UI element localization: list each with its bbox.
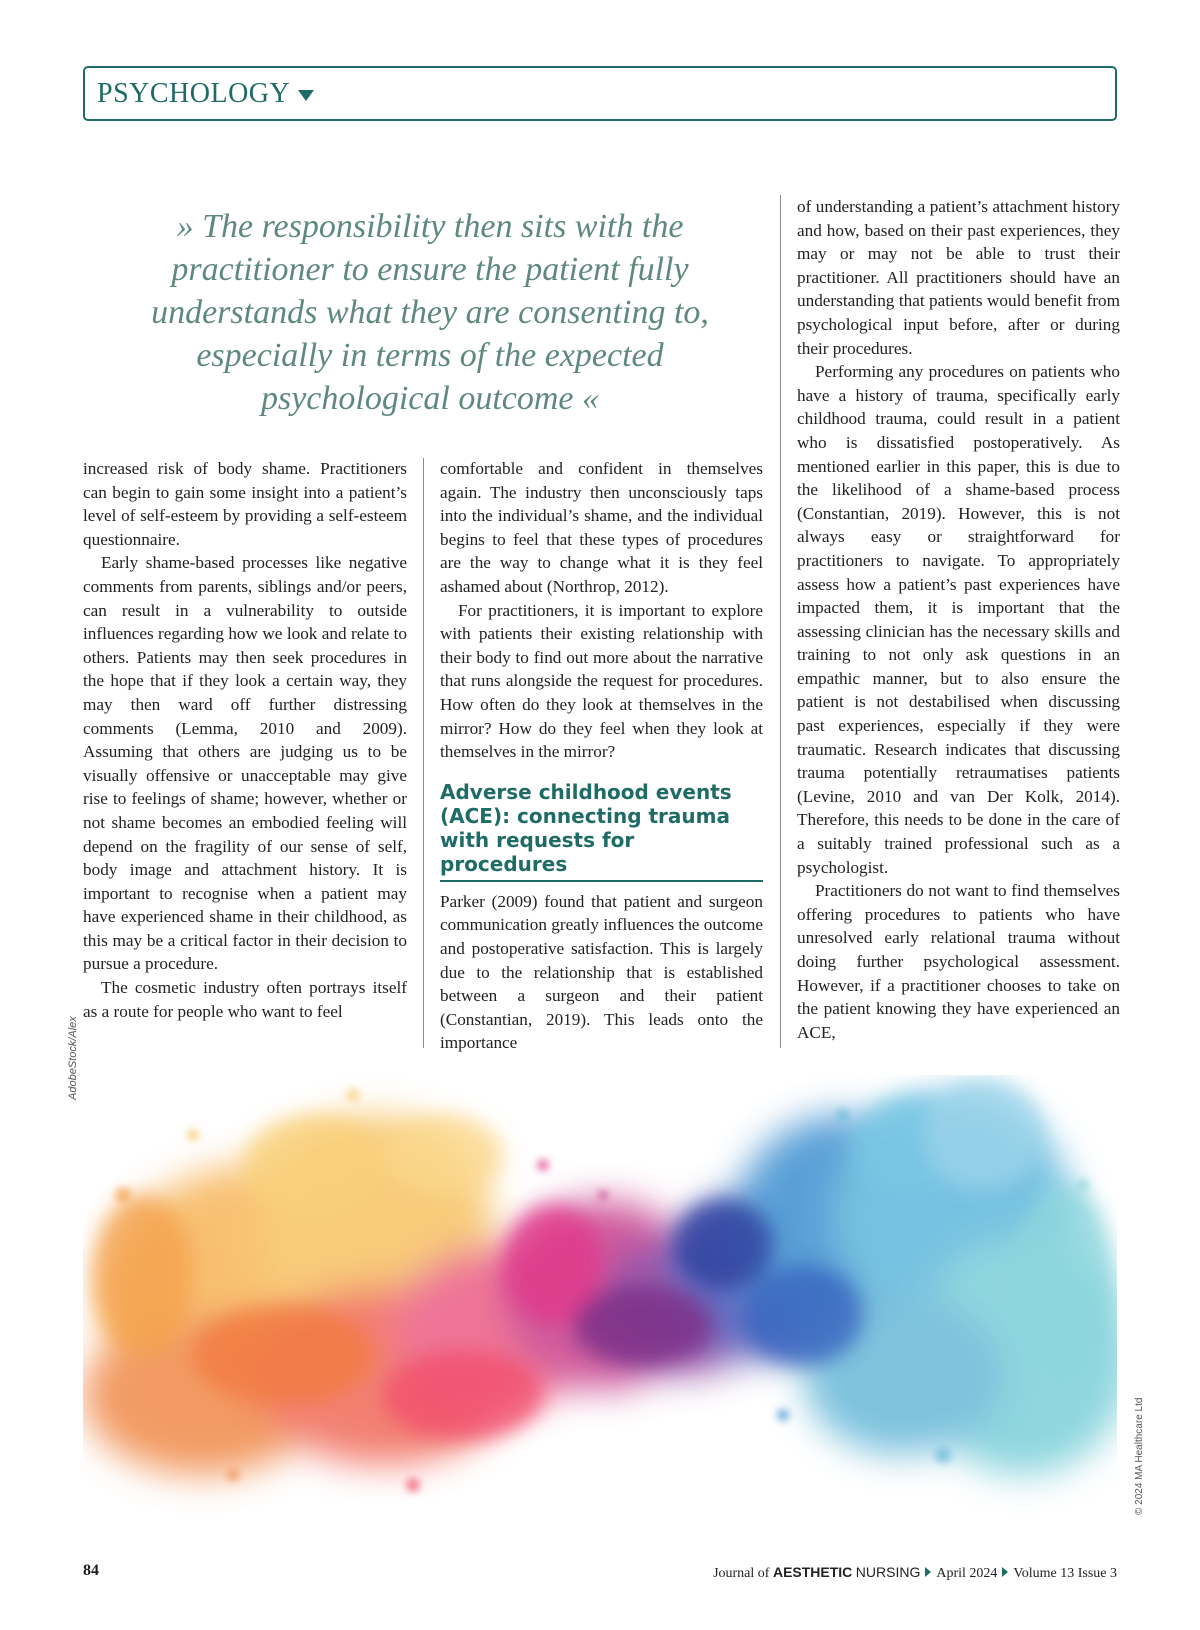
pull-quote xyxy=(120,205,740,420)
column-rule-right xyxy=(780,195,781,1048)
watercolor-splash-image xyxy=(83,1075,1117,1520)
page-number: 84 xyxy=(83,1562,99,1579)
issue-date: April 2024 xyxy=(936,1566,998,1581)
quote-close-mark: « xyxy=(582,380,600,417)
body-column-3 xyxy=(797,195,1120,1044)
column-rule-left xyxy=(423,458,424,1048)
paragraph: increased risk of body shame. Practitioners can begin to gain some insight into a patient’s level of self-esteem by providing a self-esteem questionnaire. xyxy=(83,459,407,549)
triangle-right-icon xyxy=(1002,1567,1008,1577)
paragraph: The cosmetic industry often portrays itself as a route for people who want to feel xyxy=(83,978,407,1021)
triangle-right-icon xyxy=(925,1567,931,1577)
section-label: PSYCHOLOGY xyxy=(97,77,291,109)
paragraph: of understanding a patient’s attachment history and how, based on their past experiences, they may or may not be able to trust their practitioner. All practitioners should have an understanding that patients would benefit from psychological input before, after or during their procedures. xyxy=(797,197,1120,358)
volume-issue: Volume 13 Issue 3 xyxy=(1013,1566,1117,1581)
quote-open-mark: » xyxy=(176,208,194,245)
paragraph: Early shame-based processes like negative comments from parents, siblings and/or peers, can result in a vulnerability to outside influences regarding how we look and relate to others. Patients may then seek procedures in the hope that if they look a certain way, they may then ward off further distressing comments (Lemma, 2010 and 2009). Assuming that others are judging us to be visually offensive or unacceptable may give rise to feelings of shame; however, whether or not shame becomes an embodied feeling will depend on the fragility of our sense of self, body image and attachment history. It is important to recognise when a patient may have experienced shame in their childhood, as this may be a critical factor in their decision to pursue a procedure. xyxy=(83,553,407,974)
section-header xyxy=(83,66,1117,121)
paragraph: Practitioners do not want to find themselves offering procedures to patients who have unresolved early relational trauma without doing further psychological assessment. However, if a practitioner chooses to take on the patient knowing they have experienced an ACE, xyxy=(797,881,1120,1042)
journal-prefix: Journal of xyxy=(713,1566,770,1581)
image-credit: AdobeStock/Alex xyxy=(67,1016,79,1100)
quote-text: The responsibility then sits with the practitioner to ensure the patient fully understands what they are consenting to, especially in terms of the expected psychological outcome xyxy=(151,208,709,417)
paragraph: For practitioners, it is important to explore with patients their existing relationship with their body to find out more about the narrative that runs alongside the request for procedures. How often do they look at themselves in the mirror? How do they feel when they look at themselves in the mirror? xyxy=(440,600,763,762)
paragraph: comfortable and confident in themselves again. The industry then unconsciously taps into the individual’s shame, and the individual begins to feel that these types of procedures are the way to change what it is they feel ashamed about (Northrop, 2012). xyxy=(440,459,763,596)
journal-footer xyxy=(713,1564,1117,1582)
paragraph: Performing any procedures on patients who have a history of trauma, specifically early childhood trauma, could result in a patient who is dissatisfied postoperatively. As mentioned earlier in this paper, this is due to the likelihood of a shame-based process (Constantian, 2019). However, this is not always easy or straightforward for practitioners to navigate. To appropriately assess how a patient’s past experiences have impacted them, it is important that the assessing clinician has the necessary skills and training to not only ask questions in an empathic manner, but to also ensure the patient is not destabilised when discussing past experiences, especially if they were traumatic. Research indicates that discussing trauma potentially retraumatises patients (Levine, 2010 and van Der Kolk, 2014). Therefore, this needs to be done in the care of a suitably trained professional such as a psychologist. xyxy=(797,362,1120,877)
journal-name-bold: AESTHETIC xyxy=(772,1564,853,1580)
body-column-1 xyxy=(83,457,407,1023)
paragraph: Parker (2009) found that patient and surgeon communication greatly influences the outcome and postoperative satisfaction. This is largely due to the relationship that is established between a surgeon and their patient (Constantian, 2019). This leads onto the importance xyxy=(440,891,763,1053)
journal-name-rest: NURSING xyxy=(855,1564,921,1580)
caret-down-icon xyxy=(298,90,314,101)
copyright-notice: © 2024 MA Healthcare Ltd xyxy=(1134,1397,1145,1515)
body-column-2 xyxy=(440,457,763,1055)
subheading: Adverse childhood events (ACE): connecting trauma with requests for procedures xyxy=(440,780,763,882)
